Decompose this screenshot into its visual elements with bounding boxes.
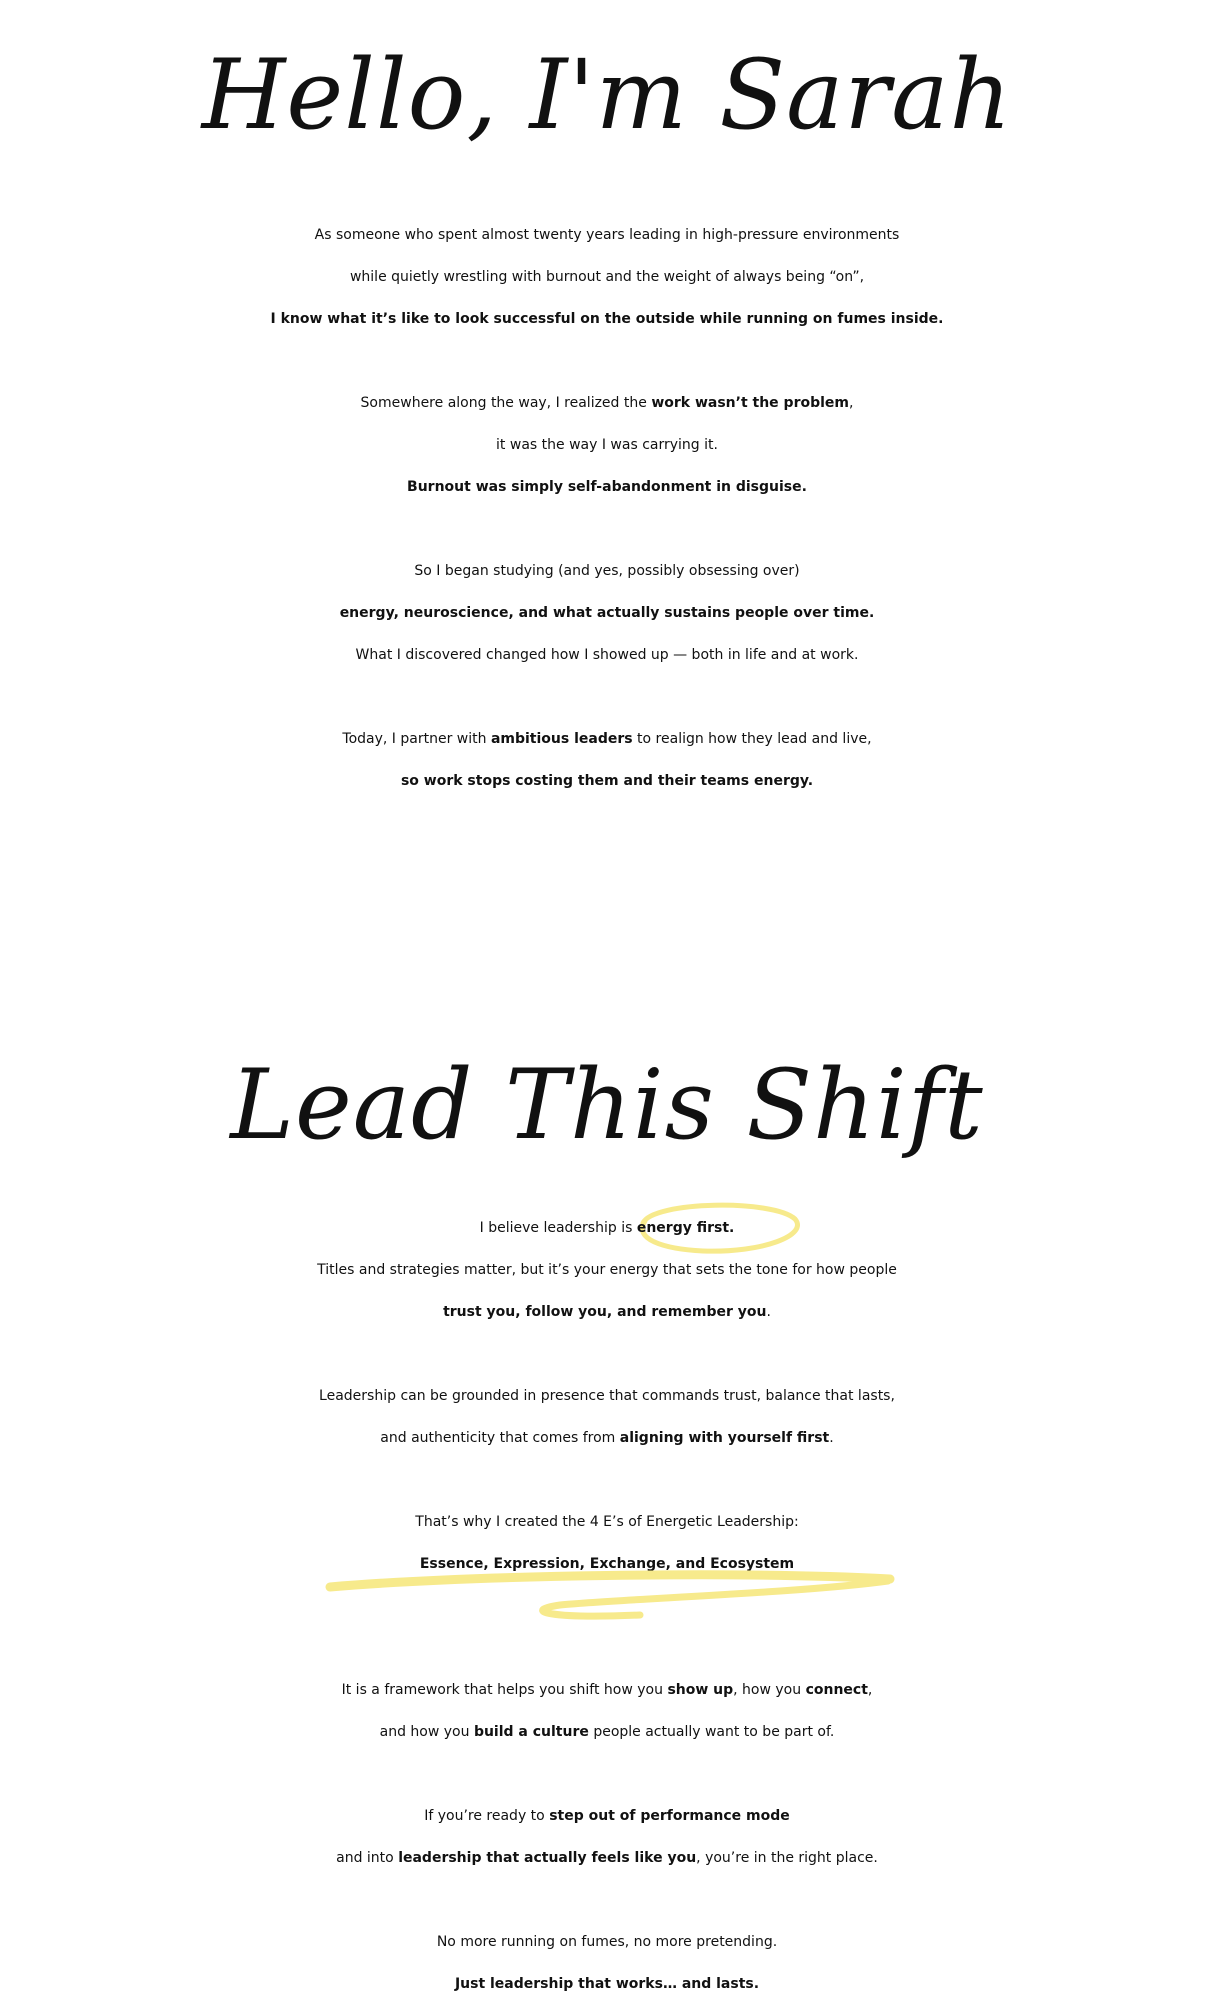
shift-text: , [867,1682,873,1698]
shift-paragraph-5 [0,1795,1214,1879]
shift-text: If you’re ready to [424,1808,550,1824]
closing-bold-text: Just leadership that works… and lasts. [454,1976,760,1992]
shift-text: That’s why I created the 4 E’s of Energetic Leadership: [415,1514,799,1530]
shift-paragraph-1 [0,1207,1214,1333]
shift-text: and authenticity that comes from [380,1430,620,1446]
intro-paragraph-2 [0,382,1214,508]
hello-heading: Hello, I'm Sarah [201,39,1013,151]
shift-text: , you’re in the right place. [696,1850,878,1866]
intro-text: to realign how they lead and live, [632,731,872,747]
shift-paragraph-6 [0,1921,1214,2005]
shift-text: , how you [733,1682,806,1698]
shift-bold-text: leadership that actually feels like you [398,1850,697,1866]
intro-text: , [849,395,854,411]
lead-this-shift-heading: Lead This Shift [230,1049,984,1161]
shift-paragraph-2 [0,1375,1214,1459]
intro-text: while quietly wrestling with burnout and the weight of always being “on”, [349,269,865,285]
intro-bold-text: energy, neuroscience, and what actually sustains people over time. [339,605,875,621]
shift-bold-text: connect [805,1682,868,1698]
intro-text: Somewhere along the way, I realized the [360,395,652,411]
shift-text: I believe leadership is [479,1220,637,1236]
shift-text: Leadership can be grounded in presence that commands trust, balance that lasts, [319,1388,895,1404]
shift-text: people actually want to be part of. [588,1724,835,1740]
intro-text: So I began studying (and yes, possibly obsessing over) [414,563,800,579]
intro-text: it was the way I was carrying it. [496,437,718,453]
shift-text: and into [336,1850,399,1866]
shift-bold-text: step out of performance mode [549,1808,790,1824]
shift-text: Titles and strategies matter, but it’s your energy that sets the tone for how people [317,1262,897,1278]
shift-text: . [829,1430,834,1446]
shift-bold-text: build a culture [473,1724,589,1740]
intro-paragraph-1 [0,214,1214,340]
shift-bold-text: show up [667,1682,734,1698]
intro-text: What I discovered changed how I showed up — both in life and at work. [355,647,859,663]
intro-bold-text: I know what it’s like to look successful on the outside while running on fumes inside. [270,311,944,327]
shift-bold-text: aligning with yourself first [619,1430,830,1446]
shift-text: No more running on fumes, no more pretending. [436,1934,778,1950]
intro-text: As someone who spent almost twenty years leading in high-pressure environments [314,227,900,243]
intro-bold-text: so work stops costing them and their teams energy. [400,773,814,789]
shift-paragraph-4 [0,1669,1214,1753]
intro-bold-text: Burnout was simply self-abandonment in disguise. [407,479,807,495]
shift-text: and how you [379,1724,474,1740]
shift-bold-text: energy first. [636,1220,735,1236]
intro-bold-text: ambitious leaders [490,731,633,747]
shift-bold-text: trust you, follow you, and remember you [443,1304,767,1320]
shift-section [0,1207,1214,2005]
shift-text: It is a framework that helps you shift how you [341,1682,668,1698]
intro-paragraph-4 [0,718,1214,802]
four-es-list: Essence, Expression, Exchange, and Ecosystem [419,1556,795,1572]
shift-text: . [766,1304,771,1320]
shift-paragraph-3 [0,1501,1214,1585]
intro-text: Today, I partner with [342,731,491,747]
intro-section [0,214,1214,802]
intro-paragraph-3 [0,550,1214,676]
energy-first-highlight [637,1207,735,1249]
intro-bold-text: work wasn’t the problem [651,395,849,411]
